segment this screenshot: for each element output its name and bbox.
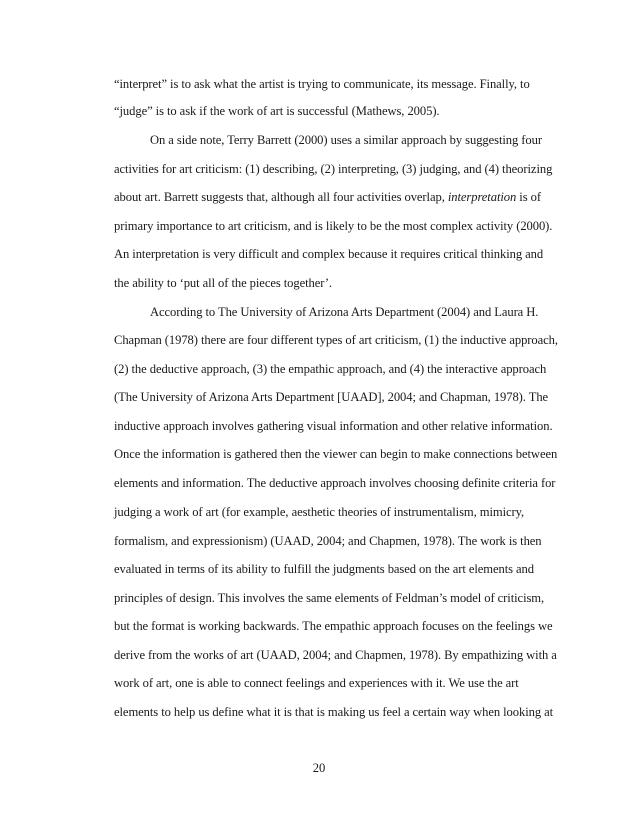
text-line: formalism, and expressionism) (UAAD, 2004; and Chapmen, 1978). The work is then	[114, 534, 542, 548]
text-line: Chapman (1978) there are four different types of art criticism, (1) the inductive approach,	[114, 333, 558, 347]
text-line: elements and information. The deductive approach involves choosing definite criteria for	[114, 476, 556, 490]
text-segment: is of	[519, 190, 541, 204]
paragraph-first-line: On a side note, Terry Barrett (2000) uses a similar approach by suggesting four	[150, 133, 542, 147]
page-number: 20	[312, 761, 326, 775]
text-line: “interpret” is to ask what the artist is trying to communicate, its message. Finally, to	[114, 77, 530, 91]
text-line: primary importance to art criticism, and is likely to be the most complex activity (2000).	[114, 219, 553, 233]
text-line: activities for art criticism: (1) describing, (2) interpreting, (3) judging, and (4) theorizing	[114, 162, 553, 176]
text-line: work of art, one is able to connect feelings and experiences with it. We use the art	[114, 676, 519, 690]
text-line: evaluated in terms of its ability to fulfill the judgments based on the art elements and	[114, 562, 534, 576]
paragraph-first-line: According to The University of Arizona Arts Department (2004) and Laura H.	[150, 305, 539, 319]
text-line: “judge” is to ask if the work of art is successful (Mathews, 2005).	[114, 104, 440, 118]
italic-term: interpretation	[447, 190, 517, 204]
text-line: (2) the deductive approach, (3) the empathic approach, and (4) the interactive approach	[114, 362, 547, 376]
text-line: judging a work of art (for example, aesthetic theories of instrumentalism, mimicry,	[114, 505, 525, 519]
text-line: (The University of Arizona Arts Department [UAAD], 2004; and Chapman, 1978). The	[114, 390, 549, 404]
text-line: Once the information is gathered then the viewer can begin to make connections between	[114, 447, 558, 461]
text-line	[114, 189, 541, 205]
text-segment: about art. Barrett suggests that, although all four activities overlap,	[114, 190, 445, 204]
text-line: the ability to ‘put all of the pieces together’.	[114, 276, 332, 290]
text-line: principles of design. This involves the same elements of Feldman’s model of criticism,	[114, 591, 545, 605]
text-line: derive from the works of art (UAAD, 2004; and Chapmen, 1978). By empathizing with a	[114, 648, 557, 662]
text-line: An interpretation is very difficult and complex because it requires critical thinking and	[114, 247, 544, 261]
text-line: inductive approach involves gathering visual information and other relative information.	[114, 419, 553, 433]
text-line: but the format is working backwards. The empathic approach focuses on the feelings we	[114, 619, 553, 633]
text-line: elements to help us define what it is that is making us feel a certain way when looking at	[114, 705, 554, 719]
